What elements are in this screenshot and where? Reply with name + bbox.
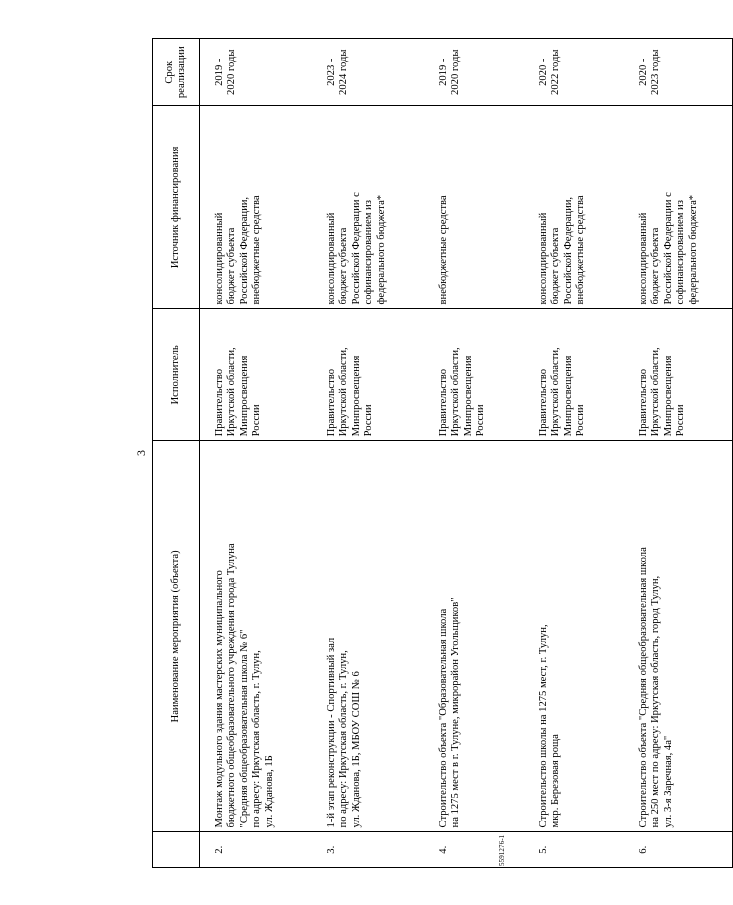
cell-text-line: ул. Жданова, 1Б bbox=[263, 754, 275, 827]
cell-text-line: России bbox=[575, 403, 587, 436]
cell-measure-name bbox=[524, 440, 624, 831]
cell-number: 2. bbox=[200, 831, 313, 867]
header-term bbox=[153, 38, 200, 105]
table-row bbox=[424, 38, 524, 867]
cell-text-line: 2022 годы bbox=[550, 49, 562, 95]
cell-text-line: федерального бюджета* bbox=[375, 194, 387, 304]
header-number bbox=[153, 831, 200, 867]
cell-text-line: по адресу: Иркутская область, г. Тулун, bbox=[251, 649, 263, 827]
cell-text-line: 2020 - bbox=[538, 58, 549, 86]
cell-text-line: Строительство объекта "Образовательная школа bbox=[438, 608, 449, 827]
cell-measure-name bbox=[312, 440, 424, 831]
cell-funding-source bbox=[200, 105, 313, 308]
cell-text-line: Иркутской области, bbox=[338, 346, 350, 436]
table-row bbox=[624, 38, 733, 867]
cell-text-line: софинансированием из bbox=[675, 199, 687, 304]
cell-text-line: 2019 - bbox=[438, 58, 449, 86]
cell-text-line: 2020 годы bbox=[450, 49, 462, 95]
cell-text-line: Иркутской области, bbox=[226, 346, 238, 436]
cell-text-line: России bbox=[475, 403, 487, 436]
cell-number: 4. bbox=[424, 831, 524, 867]
cell-executor bbox=[200, 308, 313, 440]
cell-text-line: России bbox=[363, 403, 375, 436]
document-code: 5591276-1 bbox=[498, 834, 506, 866]
cell-text-line: России bbox=[675, 403, 687, 436]
cell-executor bbox=[312, 308, 424, 440]
cell-text-line: Минпросвещения bbox=[562, 355, 574, 436]
cell-text-line: Правительство bbox=[438, 368, 449, 436]
cell-text-line: 1-й этап реконструкции - Спортивный зал bbox=[326, 637, 337, 827]
cell-text-line: внебюджетные средства bbox=[251, 194, 263, 304]
cell-text-line: Российской Федерации с bbox=[350, 191, 362, 304]
cell-text-line: внебюджетные средства bbox=[438, 194, 449, 304]
cell-text-line: России bbox=[251, 403, 263, 436]
rotated-page bbox=[130, 38, 699, 868]
cell-text-line: бюджет субъекта bbox=[338, 227, 350, 304]
cell-text-line: Минпросвещения bbox=[462, 355, 474, 436]
header-term-line: Срок bbox=[163, 60, 175, 84]
cell-text-line: Российской Федерации, bbox=[238, 196, 250, 304]
header-term-line: реализации bbox=[176, 45, 187, 98]
cell-text-line: по адресу: Иркутская область, г. Тулун, bbox=[338, 649, 350, 827]
cell-measure-name bbox=[624, 440, 733, 831]
cell-text-line: Российской Федерации, bbox=[562, 196, 574, 304]
cell-text-line: внебюджетные средства bbox=[575, 194, 587, 304]
cell-text-line: бюджет субъекта bbox=[650, 227, 662, 304]
cell-text-line: 2024 годы bbox=[338, 49, 350, 95]
cell-text-line: на 1275 мест в г. Тулуне, микрорайон Угольщиков" bbox=[450, 596, 462, 827]
cell-text-line: Правительство bbox=[538, 368, 549, 436]
cell-text-line: 2019 - bbox=[214, 58, 225, 86]
cell-text-line: бюджетного общеобразовательного учреждения города Тулуна bbox=[226, 542, 238, 827]
cell-text-line: ул. 3-я Заречная, 4а" bbox=[662, 735, 674, 827]
cell-text-line: Минпросвещения bbox=[238, 355, 250, 436]
cell-text-line: Минпросвещения bbox=[662, 355, 674, 436]
cell-text-line: 2023 - bbox=[326, 58, 337, 86]
header-executor: Исполнитель bbox=[153, 308, 200, 440]
cell-funding-source bbox=[424, 105, 524, 308]
cell-executor bbox=[624, 308, 733, 440]
cell-text-line: Монтаж модульного здания мастерских муниципального bbox=[214, 569, 225, 827]
cell-term bbox=[424, 38, 524, 105]
cell-number: 5. bbox=[524, 831, 624, 867]
cell-text-line: на 250 мест по адресу: Иркутская область, город Тулун, bbox=[650, 575, 662, 827]
cell-text-line: 2020 годы bbox=[226, 49, 238, 95]
cell-number: 3. bbox=[312, 831, 424, 867]
cell-term bbox=[200, 38, 313, 105]
cell-measure-name bbox=[200, 440, 313, 831]
cell-text-line: ул. Жданова, 1Б, МБОУ СОШ № 6 bbox=[350, 670, 362, 827]
cell-text-line: Российской Федерации с bbox=[662, 191, 674, 304]
cell-text-line: Строительство школы на 1275 мест, г. Тулун, bbox=[538, 623, 549, 827]
cell-term bbox=[524, 38, 624, 105]
cell-text-line: консолидированный bbox=[214, 212, 225, 304]
cell-text-line: мкр. Березовая роща bbox=[550, 733, 562, 827]
cell-text-line: 2023 годы bbox=[650, 49, 662, 95]
cell-executor bbox=[524, 308, 624, 440]
cell-text-line: софинансированием из bbox=[363, 199, 375, 304]
cell-text-line: консолидированный bbox=[538, 212, 549, 304]
cell-text-line: федерального бюджета* bbox=[687, 194, 699, 304]
cell-text-line: Правительство bbox=[638, 368, 649, 436]
table-header-row bbox=[153, 38, 200, 867]
page-number: 3 bbox=[134, 449, 148, 456]
cell-number: 6. bbox=[624, 831, 733, 867]
header-funding-source: Источник финансирования bbox=[153, 105, 200, 308]
cell-text-line: консолидированный bbox=[638, 212, 649, 304]
header-measure-name: Наименование мероприятия (объекта) bbox=[153, 440, 200, 831]
table-row bbox=[312, 38, 424, 867]
cell-text-line: Иркутской области, bbox=[450, 346, 462, 436]
cell-funding-source bbox=[524, 105, 624, 308]
cell-text-line: бюджет субъекта bbox=[226, 227, 238, 304]
measures-table bbox=[152, 38, 733, 868]
cell-text-line: 2020 - bbox=[638, 58, 649, 86]
cell-text-line: Правительство bbox=[214, 368, 225, 436]
cell-text-line: Правительство bbox=[326, 368, 337, 436]
cell-term bbox=[624, 38, 733, 105]
cell-funding-source bbox=[624, 105, 733, 308]
cell-term bbox=[312, 38, 424, 105]
cell-text-line: Иркутской области, bbox=[550, 346, 562, 436]
cell-executor bbox=[424, 308, 524, 440]
cell-measure-name bbox=[424, 440, 524, 831]
cell-text-line: Минпросвещения bbox=[350, 355, 362, 436]
cell-text-line: Строительство объекта "Средняя общеобразовательная школа bbox=[638, 546, 649, 827]
cell-text-line: "Средняя общеобразовательная школа № 6" bbox=[238, 629, 250, 827]
cell-funding-source bbox=[312, 105, 424, 308]
table-row bbox=[200, 38, 313, 867]
cell-text-line: Иркутской области, bbox=[650, 346, 662, 436]
cell-text-line: консолидированный bbox=[326, 212, 337, 304]
cell-text-line: бюджет субъекта bbox=[550, 227, 562, 304]
table-row bbox=[524, 38, 624, 867]
